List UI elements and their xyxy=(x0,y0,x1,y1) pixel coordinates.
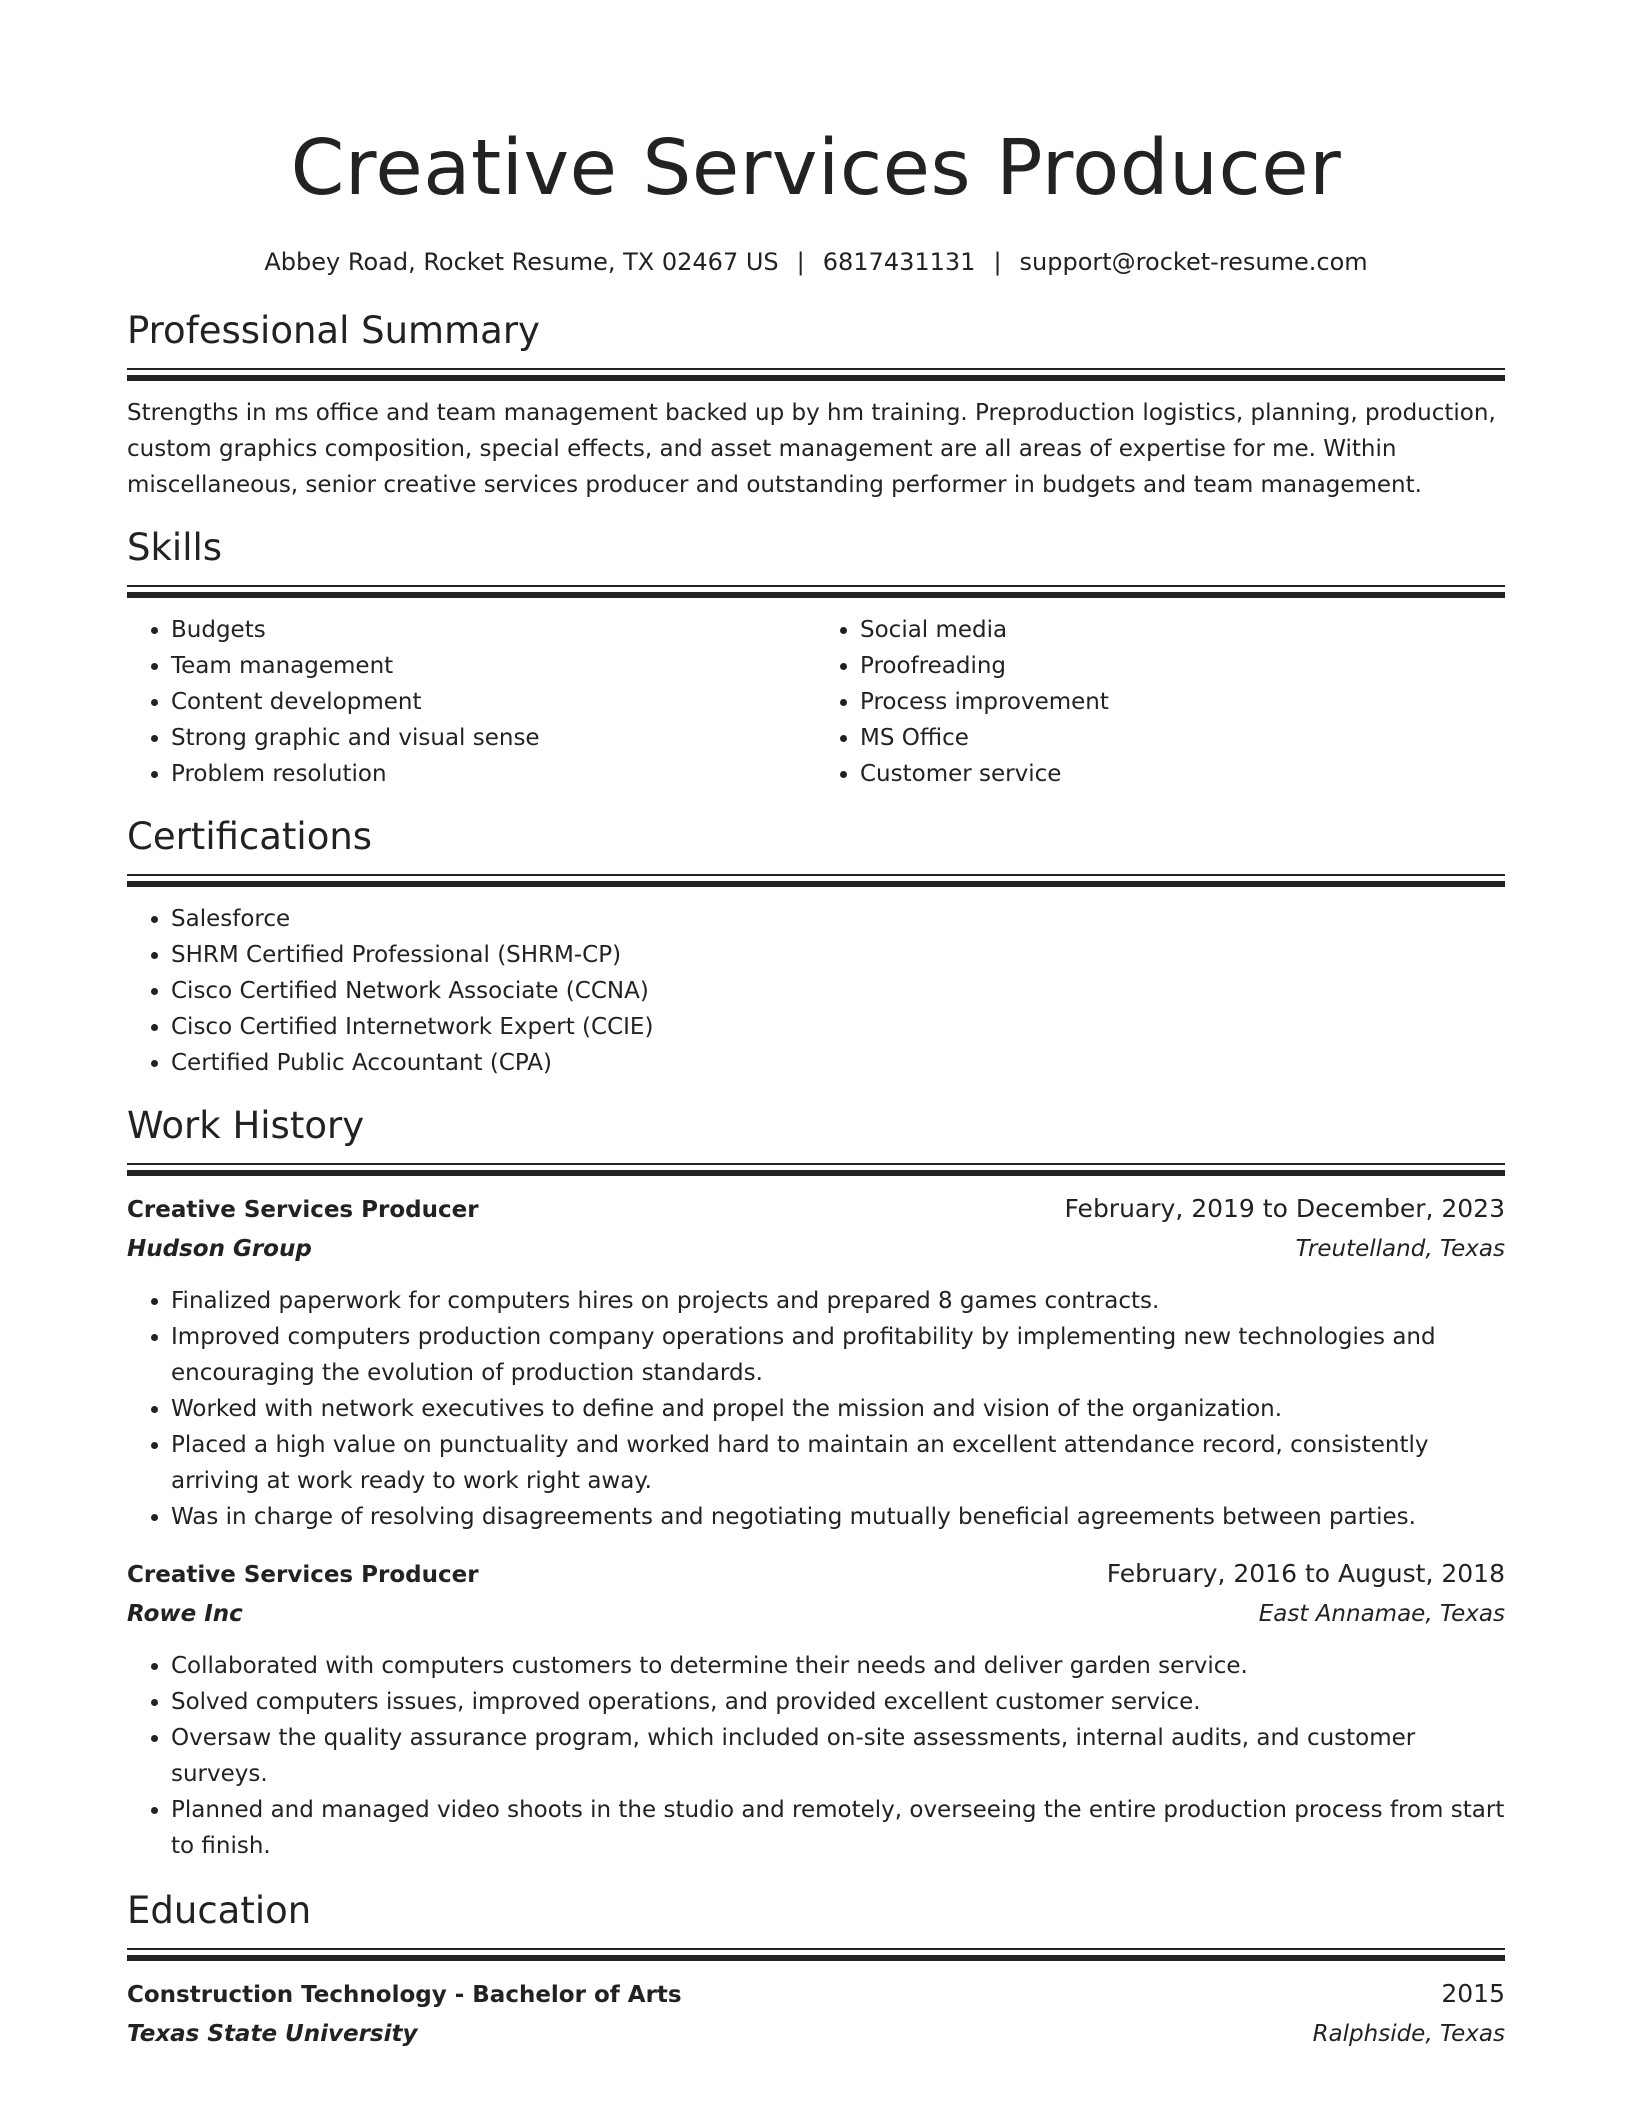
contact-separator: | xyxy=(993,248,1002,276)
resume-name: Creative Services Producer xyxy=(290,124,1342,213)
education-degree: Construction Technology - Bachelor of Arts xyxy=(127,1982,682,2008)
skill-item: • Strong graphic and visual sense xyxy=(171,720,816,756)
section-title-summary: Professional Summary xyxy=(127,309,540,352)
job-bullet: • Finalized paperwork for computers hires on projects and prepared 8 games contracts. xyxy=(171,1283,1505,1319)
job-title: Creative Services Producer xyxy=(127,1197,479,1223)
certification-item: • Cisco Certified Internetwork Expert (CCIE) xyxy=(171,1009,1505,1045)
education-year: 2015 xyxy=(1441,1979,1505,2008)
job-bullet: • Planned and managed video shoots in the studio and remotely, overseeing the entire production process from start to finish. xyxy=(171,1792,1505,1864)
job-entry xyxy=(127,1555,1505,1864)
skills-columns xyxy=(127,612,1505,792)
skill-item: • Budgets xyxy=(171,612,816,648)
job-header xyxy=(127,1190,1505,1229)
certification-item: • Cisco Certified Network Associate (CCNA) xyxy=(171,973,1505,1009)
section-divider xyxy=(127,874,1505,887)
education-location: Ralphside, Texas xyxy=(1312,2021,1505,2047)
job-bullet: • Worked with network executives to define and propel the mission and vision of the organization. xyxy=(171,1391,1505,1427)
skill-item: • Customer service xyxy=(860,756,1505,792)
section-divider xyxy=(127,585,1505,598)
skills-list-left xyxy=(127,612,816,792)
job-dates: February, 2019 to December, 2023 xyxy=(1064,1194,1505,1223)
job-bullet: • Collaborated with computers customers to determine their needs and deliver garden service. xyxy=(171,1648,1505,1684)
education-school: Texas State University xyxy=(127,2021,418,2047)
education-section xyxy=(127,1886,1505,2054)
summary-text: Strengths in ms office and team management backed up by hm training. Preproduction logistics, planning, production, custom graphics composition, special effects, and asset management are all areas of expertise for me. Within miscellaneous, senior creative services producer and outstanding performer in budgets and team management. xyxy=(127,400,1496,498)
work-history-section xyxy=(127,1101,1505,1864)
section-title-certifications: Certifications xyxy=(127,815,373,858)
education-entry xyxy=(127,1975,1505,2054)
certification-item: • Certified Public Accountant (CPA) xyxy=(171,1045,1505,1081)
job-bullet: • Placed a high value on punctuality and worked hard to maintain an excellent attendance record, consistently arriving at work ready to work right away. xyxy=(171,1427,1505,1499)
job-bullets xyxy=(127,1648,1505,1864)
skill-item: • Process improvement xyxy=(860,684,1505,720)
job-title: Creative Services Producer xyxy=(127,1562,479,1588)
contact-separator: | xyxy=(796,248,805,276)
job-bullet: • Was in charge of resolving disagreements and negotiating mutually beneficial agreements between parties. xyxy=(171,1499,1505,1535)
skill-item: • Social media xyxy=(860,612,1505,648)
skill-item: • Content development xyxy=(171,684,816,720)
job-entry xyxy=(127,1190,1505,1535)
job-bullets xyxy=(127,1283,1505,1535)
skill-item: • Team management xyxy=(171,648,816,684)
skills-list-right xyxy=(816,612,1505,792)
job-bullet: • Solved computers issues, improved operations, and provided excellent customer service. xyxy=(171,1684,1505,1720)
section-divider xyxy=(127,1948,1505,1961)
skill-item: • Problem resolution xyxy=(171,756,816,792)
certifications-section xyxy=(127,812,1505,1081)
job-company: Rowe Inc xyxy=(127,1601,243,1627)
section-divider xyxy=(127,1163,1505,1176)
skill-item: • Proofreading xyxy=(860,648,1505,684)
job-header xyxy=(127,1555,1505,1594)
job-subheader xyxy=(127,1594,1505,1634)
skill-item: • MS Office xyxy=(860,720,1505,756)
section-title-work-history: Work History xyxy=(127,1104,365,1147)
certification-item: • SHRM Certified Professional (SHRM-CP) xyxy=(171,937,1505,973)
certifications-list xyxy=(127,901,1505,1081)
skills-section xyxy=(127,523,1505,792)
job-dates: February, 2016 to August, 2018 xyxy=(1106,1559,1505,1588)
section-title-education: Education xyxy=(127,1889,312,1932)
job-subheader xyxy=(127,1229,1505,1269)
job-location: Treutelland, Texas xyxy=(1295,1236,1505,1262)
summary-section xyxy=(127,306,1505,503)
job-bullet: • Oversaw the quality assurance program, which included on-site assessments, internal audits, and customer surveys. xyxy=(171,1720,1505,1792)
contact-email: support@rocket-resume.com xyxy=(1019,248,1368,276)
contact-line xyxy=(127,245,1505,279)
job-bullet: • Improved computers production company operations and profitability by implementing new technologies and encouraging the evolution of production standards. xyxy=(171,1319,1505,1391)
contact-phone: 6817431131 xyxy=(822,248,976,276)
certification-item: • Salesforce xyxy=(171,901,1505,937)
section-title-skills: Skills xyxy=(127,526,223,569)
education-subheader xyxy=(127,2014,1505,2054)
education-header xyxy=(127,1975,1505,2014)
job-location: East Annamae, Texas xyxy=(1258,1601,1505,1627)
contact-address: Abbey Road, Rocket Resume, TX 02467 US xyxy=(264,248,779,276)
job-company: Hudson Group xyxy=(127,1236,312,1262)
section-divider xyxy=(127,368,1505,381)
